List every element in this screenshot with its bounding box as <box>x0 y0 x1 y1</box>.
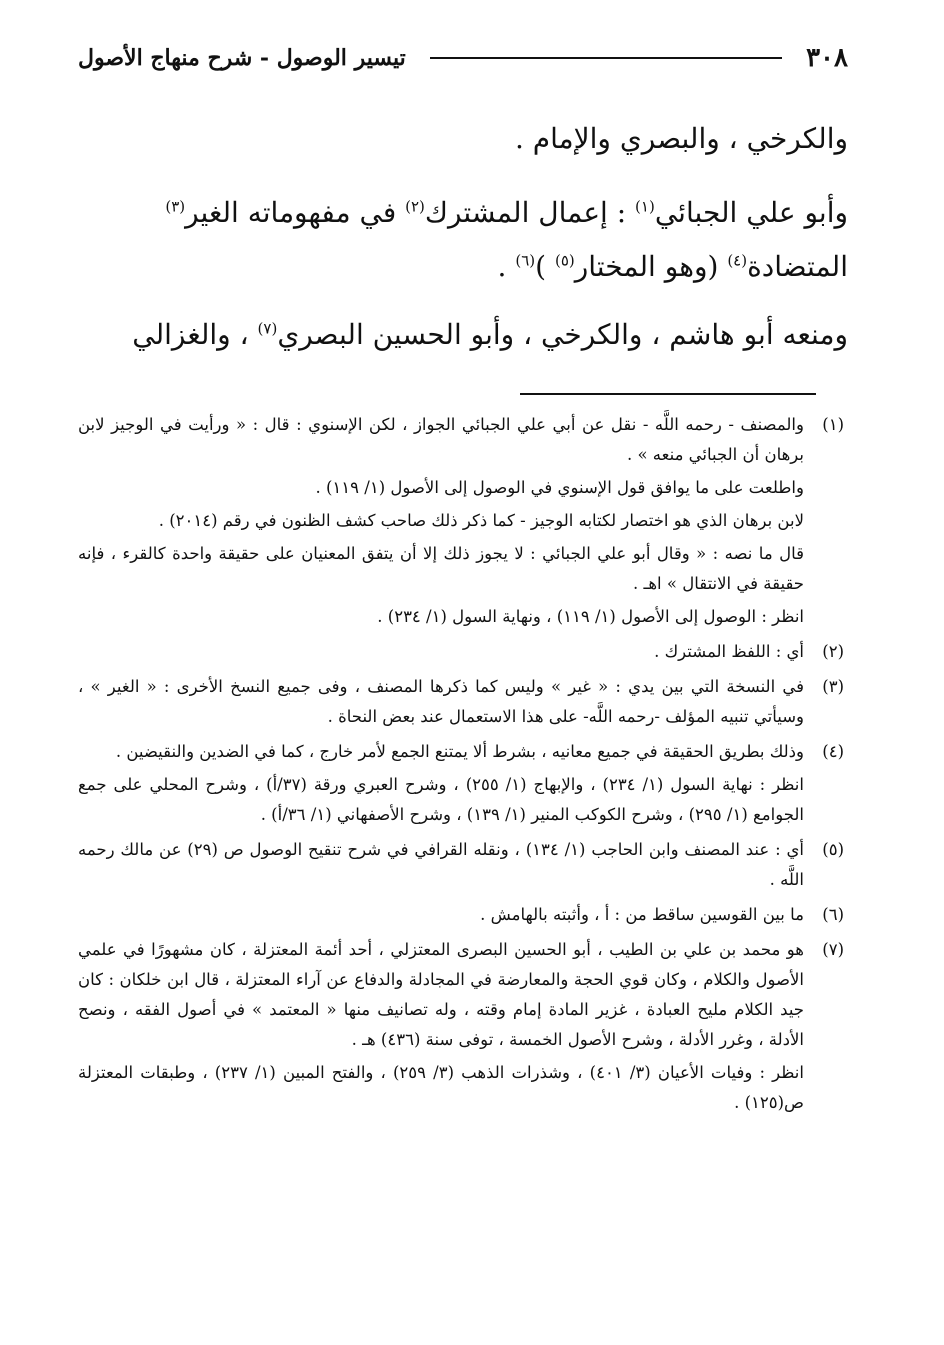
footnote-body <box>78 672 804 735</box>
footnote-ref: (١) <box>635 197 655 216</box>
main-text-span: ) <box>535 250 555 283</box>
footnote-ref: (٥) <box>554 251 575 270</box>
footnote-paragraph: والمصنف - رحمه اللَّه - نقل عن أبي علي الجبائي الجواز ، لكن الإسنوي : قال : « ورأيت في الوجيز لابن برهان أن الجبائي منعه » . <box>78 415 804 464</box>
footnote-separator <box>520 393 816 395</box>
footnote-paragraph: انظر : نهاية السول (١/ ٢٣٤) ، والإبهاج (١/ ٢٥٥) ، وشرح العبري ورقة (٣٧/أ) ، وشرح المحلي على جمع الجوامع (١/ ٢٩٥) ، وشرح الكوكب المنير (١/ ١٣٩) ، وشرح الأصفهاني (١/ ٣٦/أ) . <box>78 775 804 824</box>
footnote-paragraph: انظر : وفيات الأعيان (٣/ ٤٠١) ، وشذرات الذهب (٣/ ٢٥٩) ، والفتح المبين (١/ ٢٣٧) ، وطبقات المعتزلة ص(١٢٥) . <box>78 1063 804 1112</box>
footnote-4 <box>78 737 844 833</box>
main-text-span: المتضادة <box>747 250 848 283</box>
footnote-ref: (٧) <box>257 319 278 338</box>
page-number: ٣٠٨ <box>806 43 848 73</box>
footnote-paragraph: أي : عند المصنف وابن الحاجب (١/ ١٣٤) ، ونقله القرافي في شرح تنقيح الوصول ص (٢٩) عن مالك رحمه اللَّه . <box>78 840 804 889</box>
footnote-ref: (٤) <box>727 251 748 270</box>
main-text-span: في مفهوماته الغير <box>185 196 406 229</box>
main-paragraph-3 <box>78 308 848 362</box>
footnote-paragraph: في النسخة التي بين يدي : « غير » وليس كما ذكرها المصنف ، وفى جميع النسخ الأخرى : « الغير » ، وسيأتي تنبيه المؤلف -رحمه اللَّه- على هذا الاستعمال عند بعض النحاة . <box>78 677 804 726</box>
footnote-body <box>78 935 804 1121</box>
footnote-paragraph: انظر : الوصول إلى الأصول (١/ ١١٩) ، ونهاية السول (١/ ٢٣٤) . <box>377 607 804 626</box>
footnote-paragraph: واطلعت على ما يوافق قول الإسنوي في الوصول إلى الأصول (١/ ١١٩) . <box>315 478 804 497</box>
footnote-ref: (٦) <box>515 251 536 270</box>
main-text-span: (وهو المختار <box>574 250 728 283</box>
footnote-ref: (٣) <box>165 197 186 216</box>
main-paragraph-1: والكرخي ، والبصري والإمام . <box>515 122 848 155</box>
running-title: تيسير الوصول - شرح منهاج الأصول <box>78 45 406 71</box>
footnote-ref: (٢) <box>405 197 425 216</box>
page-header <box>78 38 848 78</box>
main-paragraph-2 <box>78 186 848 294</box>
footnote-paragraph: وذلك بطريق الحقيقة في جميع معانيه ، بشرط ألا يمتنع الجمع لأمر خارج ، كما في الضدين والنقيضين . <box>115 742 804 761</box>
footnote-paragraph: قال ما نصه : « وقال أبو علي الجبائي : لا يجوز ذلك إلا أن يتفق المعنيان على حقيقة واحدة كالقرء ، فإنه حقيقة في الانتقال » اهـ . <box>78 544 804 593</box>
footnote-6 <box>78 900 844 933</box>
footnote-body <box>78 835 804 898</box>
footnote-3 <box>78 672 844 735</box>
main-text-span: . <box>497 250 516 283</box>
footnote-number: (٥) <box>822 840 844 859</box>
footnote-number: (٣) <box>822 677 844 696</box>
footnote-paragraph: ما بين القوسين ساقط من : أ ، وأثبته بالهامش . <box>480 905 804 924</box>
main-text-span: : إعمال المشترك <box>424 196 636 229</box>
footnote-body <box>78 637 804 670</box>
footnote-5 <box>78 835 844 898</box>
footnote-number: (٧) <box>822 940 844 959</box>
footnote-number: (٦) <box>822 905 844 924</box>
footnotes <box>78 410 844 1123</box>
footnote-number: (١) <box>822 415 844 434</box>
footnote-body <box>78 737 804 833</box>
footnote-number: (٤) <box>822 742 844 761</box>
main-text-span: وأبو علي الجبائي <box>654 196 848 229</box>
footnote-2 <box>78 637 844 670</box>
main-text-span: ، والغزالي <box>132 318 258 351</box>
main-text-span: ومنعه أبو هاشم ، والكرخي ، وأبو الحسين البصري <box>277 318 848 351</box>
footnote-body <box>78 410 804 635</box>
footnote-1 <box>78 410 844 635</box>
main-text <box>78 112 848 362</box>
footnote-body <box>78 900 804 933</box>
footnote-paragraph: هو محمد بن علي بن الطيب ، أبو الحسين البصرى المعتزلي ، أحد أئمة المعتزلة ، كان مشهورًا في علمي الأصول والكلام ، وكان قوي الحجة والمعارضة في المجادلة والدفاع عن آراء المعتزلة ، قال ابن خلكان : كان جيد الكلام مليح العبادة ، غزير المادة إمام وقته ، وله تصانيف منها « المعتمد » في أصول الفقه ، ونصح الأدلة ، وغرر الأدلة ، وشرح الأصول الخمسة ، توفى سنة (٤٣٦) هـ . <box>78 940 804 1049</box>
header-rule <box>430 57 782 59</box>
footnote-number: (٢) <box>822 642 844 661</box>
footnote-paragraph: لابن برهان الذي هو اختصار لكتابه الوجيز - كما ذكر ذلك صاحب كشف الظنون في رقم (٢٠١٤) . <box>158 511 804 530</box>
footnote-paragraph: أي : اللفظ المشترك . <box>654 642 804 661</box>
footnote-7 <box>78 935 844 1121</box>
